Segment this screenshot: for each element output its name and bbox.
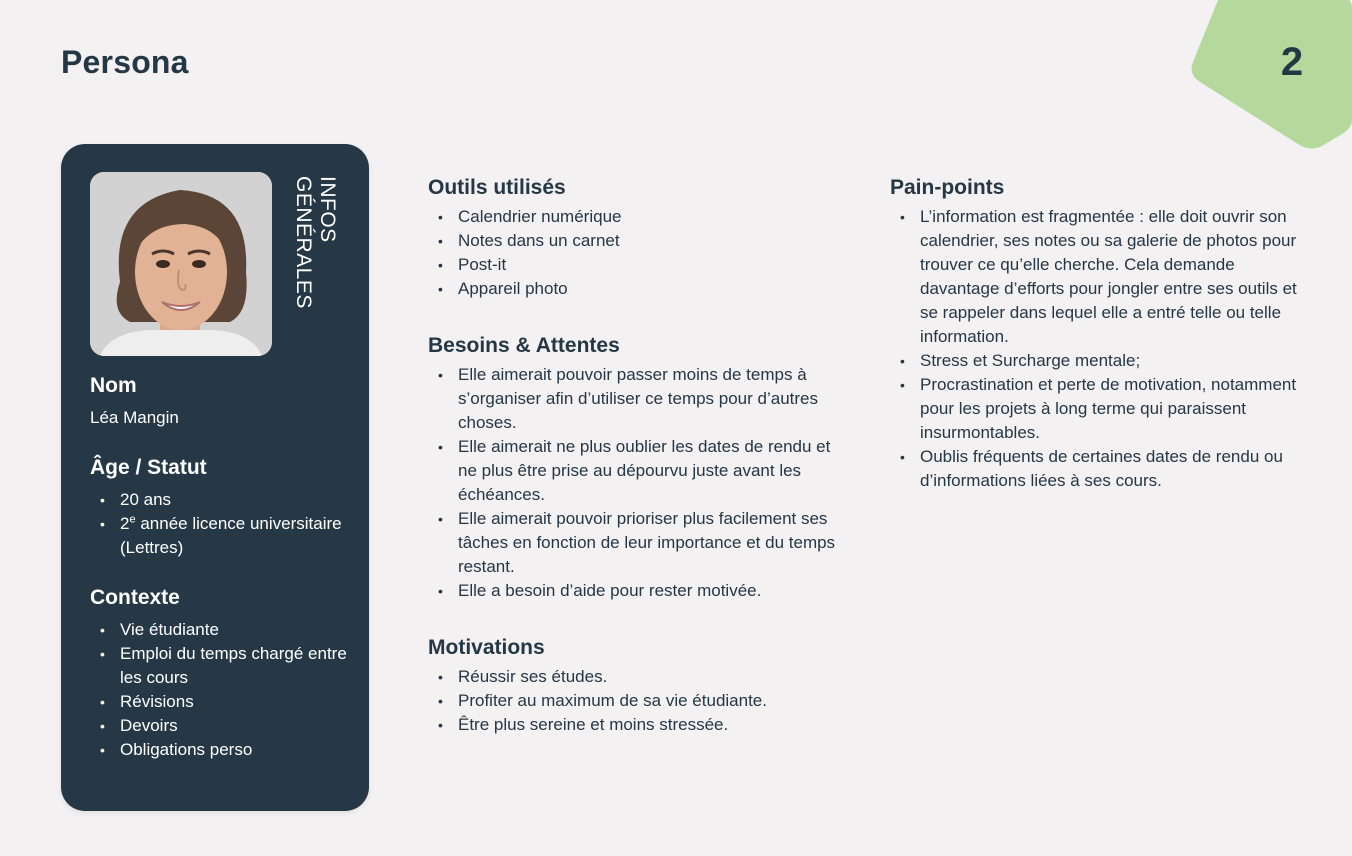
list-item: • Oublis fréquents de certaines dates de rendu ou d’informations liées à ses cours. (890, 445, 1310, 493)
pentagon-badge-shape (1180, 0, 1352, 160)
pain-points-heading: Pain-points (890, 176, 1005, 199)
list-item: • Post-it (428, 253, 848, 277)
list-item: • 20 ans (90, 488, 350, 512)
page-number-badge (1180, 0, 1352, 160)
portrait-image (90, 172, 272, 356)
name-heading: Nom (90, 374, 137, 397)
general-info-card (61, 144, 369, 811)
list-item: • Révisions (90, 690, 350, 714)
tools-section (428, 176, 848, 301)
list-item: • Elle aimerait pouvoir passer moins de temps à s’organiser afin d’utiliser ce temps pour d’autres choses. (428, 363, 848, 435)
list-item: • Notes dans un carnet (428, 229, 848, 253)
vertical-label-line2: GÉNÉRALES (292, 176, 315, 309)
list-item: • Obligations perso (90, 738, 350, 762)
motivations-section (428, 636, 848, 737)
needs-list (428, 363, 848, 603)
age-status-section (90, 456, 350, 560)
list-item (90, 512, 350, 560)
age-status-heading: Âge / Statut (90, 456, 207, 479)
context-list (90, 618, 350, 762)
list-item: • Appareil photo (428, 277, 848, 301)
persona-photo (90, 172, 272, 356)
age-status-list (90, 488, 350, 560)
name-section (90, 374, 350, 430)
motivations-heading: Motivations (428, 636, 545, 659)
status-text: année licence universitaire (Lettres) (120, 514, 342, 557)
pain-points-section (890, 176, 1310, 493)
list-item: • Elle a besoin d’aide pour rester motivée. (428, 579, 848, 603)
ordinal-number: 2 (120, 514, 130, 533)
list-item: • Calendrier numérique (428, 205, 848, 229)
ordinal-suffix: e (129, 513, 136, 526)
tools-heading: Outils utilisés (428, 176, 566, 199)
context-heading: Contexte (90, 586, 180, 609)
list-item: • Elle aimerait ne plus oublier les dates de rendu et ne plus être prise au dépourvu juste avant les échéances. (428, 435, 848, 507)
list-item: • Elle aimerait pouvoir prioriser plus facilement ses tâches en fonction de leur importance et du temps restant. (428, 507, 848, 579)
section-label-general-info (291, 176, 339, 309)
list-item: • Stress et Surcharge mentale; (890, 349, 1310, 373)
list-item: • L’information est fragmentée : elle doit ouvrir son calendrier, ses notes ou sa galerie de photos pour trouver ce qu’elle cherche. Cela demande davantage d’efforts pour jongler entre ses outils et se rappeler dans lequel elle a entré telle ou telle information. (890, 205, 1310, 349)
list-item: • Procrastination et perte de motivation, notamment pour les projets à long terme qui paraissent insurmontables. (890, 373, 1310, 445)
list-item: • Profiter au maximum de sa vie étudiante. (428, 689, 848, 713)
vertical-label-line1: INFOS (316, 176, 339, 243)
needs-section (428, 334, 848, 603)
motivations-list (428, 665, 848, 737)
pain-points-list (890, 205, 1310, 493)
page-title: Persona (61, 44, 189, 80)
tools-list (428, 205, 848, 301)
list-item: • Devoirs (90, 714, 350, 738)
list-item: • Emploi du temps chargé entre les cours (90, 642, 350, 690)
list-item: • Être plus sereine et moins stressée. (428, 713, 848, 737)
name-value: Léa Mangin (90, 408, 179, 427)
list-item: • Réussir ses études. (428, 665, 848, 689)
needs-heading: Besoins & Attentes (428, 334, 620, 357)
list-item: • Vie étudiante (90, 618, 350, 642)
page-number: 2 (1280, 40, 1304, 84)
context-section (90, 586, 350, 762)
